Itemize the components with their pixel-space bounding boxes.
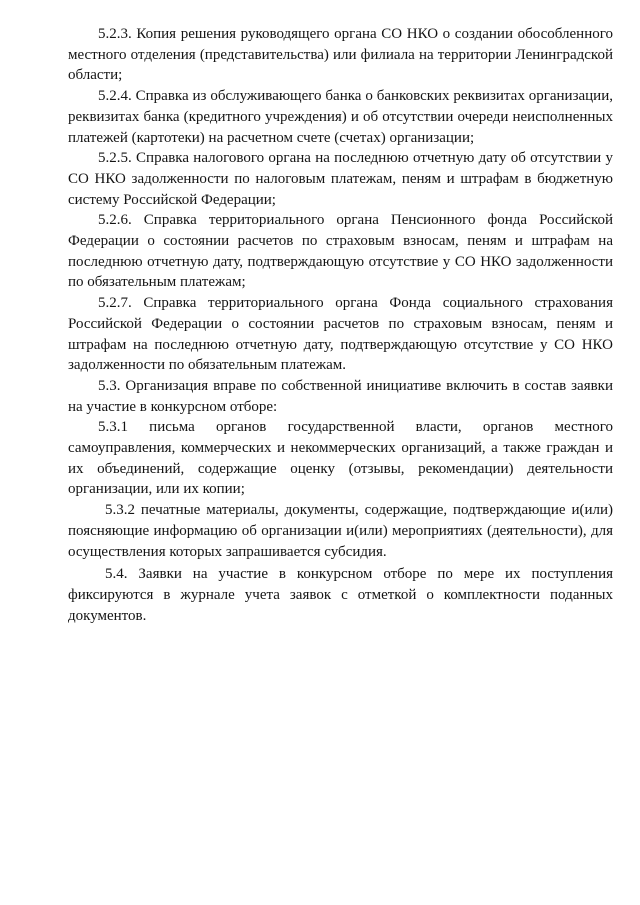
paragraph-5-3: 5.3. Организация вправе по собственной инициативе включить в состав заявки на участие в конкурсном отборе: xyxy=(68,377,613,415)
paragraph-5-3-2: 5.3.2 печатные материалы, документы, содержащие, подтверждающие и(или) поясняющие информацию об организации и(или) мероприятиях (деятельности), для осуществления которых запрашивается субсидия. xyxy=(68,502,613,560)
paragraph-5-3-1: 5.3.1 письма органов государственной власти, органов местного самоуправления, коммерческих и некоммерческих организаций, а также граждан и их объединений, содержащие оценку (отзывы, рекомендации) деятельности организации, или их копии; xyxy=(68,419,613,498)
paragraph-5-2-7: 5.2.7. Справка территориального органа Фонда социального страхования Российской Федерации о состоянии расчетов по страховым взносам, пеням и штрафам на последнюю отчетную дату, подтверждающую отсутствие у СО НКО задолженности по обязательным платежам. xyxy=(68,295,613,374)
paragraph-5-2-6: 5.2.6. Справка территориального органа Пенсионного фонда Российской Федерации о состоянии расчетов по страховым взносам, пеням и штрафам на последнюю отчетную дату, подтверждающую отсутствие у СО НКО задолженности по обязательным платежам; xyxy=(68,212,613,291)
document-page xyxy=(68,24,613,626)
paragraph-5-4: 5.4. Заявки на участие в конкурсном отборе по мере их поступления фиксируются в журнале учета заявок с отметкой о комплектности поданных документов. xyxy=(68,566,613,624)
paragraph-5-2-4: 5.2.4. Справка из обслуживающего банка о банковских реквизитах организации, реквизитах банка (кредитного учреждения) и об отсутствии очереди неисполненных платежей (картотеки) на расчетном счете (счетах) организации; xyxy=(68,88,613,146)
paragraph-5-2-3: 5.2.3. Копия решения руководящего органа СО НКО о создании обособленного местного отделения (представительства) или филиала на территории Ленинградской области; xyxy=(68,26,613,84)
paragraph-5-2-5: 5.2.5. Справка налогового органа на последнюю отчетную дату об отсутствии у СО НКО задолженности по налоговым платежам, пеням и штрафам в бюджетную систему Российской Федерации; xyxy=(68,150,613,208)
